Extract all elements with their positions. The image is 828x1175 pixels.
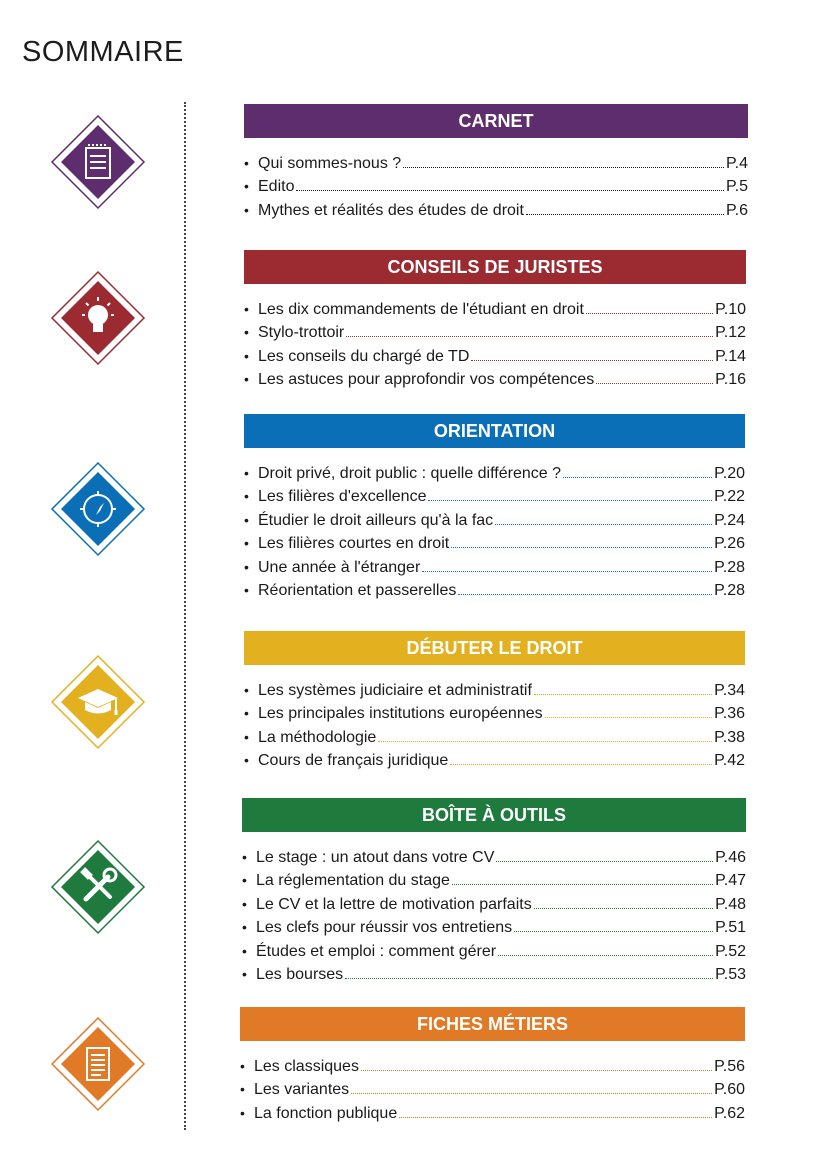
- bullet: •: [244, 682, 249, 698]
- toc-entry[interactable]: [244, 679, 745, 702]
- bullet: •: [244, 371, 249, 388]
- document-icon: [50, 1016, 146, 1112]
- entry-title: Les clefs pour réussir vos entretiens: [256, 919, 513, 937]
- entry-title: Réorientation et passerelles: [258, 581, 457, 599]
- page-ref: P.36: [714, 705, 745, 723]
- bullet: •: [244, 201, 249, 218]
- tools-icon: [50, 839, 146, 935]
- dot-leader: [346, 336, 713, 337]
- entry-title: Les conseils du chargé de TD: [258, 347, 470, 365]
- bullet: •: [242, 849, 247, 865]
- entry-title: Droit privé, droit public : quelle différence ?: [258, 465, 561, 482]
- dot-leader: [526, 214, 724, 215]
- lightbulb-icon: [50, 270, 146, 366]
- dot-leader: [296, 190, 724, 191]
- dot-leader: [351, 1093, 712, 1094]
- toc-entry[interactable]: [244, 298, 746, 321]
- page-ref: P.62: [714, 1104, 745, 1122]
- toc-entry[interactable]: [244, 749, 745, 772]
- section-orientation: [244, 414, 745, 602]
- entry-title: Qui sommes-nous ?: [258, 155, 402, 172]
- dot-leader: [378, 741, 712, 742]
- entry-title: Les systèmes judiciaire et administratif: [258, 682, 532, 699]
- dot-leader: [361, 1070, 712, 1071]
- dotted-divider: [184, 102, 186, 1130]
- bullet: •: [244, 465, 249, 481]
- page-ref: P.4: [726, 155, 748, 172]
- toc-entry[interactable]: [244, 199, 748, 222]
- dot-leader: [450, 764, 712, 765]
- entry-title: Les classiques: [254, 1058, 359, 1075]
- bullet: •: [242, 942, 247, 959]
- toc-entry[interactable]: [244, 556, 745, 579]
- bullet: •: [244, 178, 249, 195]
- bullet: •: [244, 301, 249, 317]
- dot-leader: [428, 500, 712, 501]
- bullet: •: [240, 1104, 245, 1121]
- dot-leader: [399, 1117, 712, 1118]
- entry-list: [244, 152, 748, 222]
- bullet: •: [244, 535, 249, 552]
- page-ref: P.51: [715, 919, 746, 937]
- dot-leader: [471, 360, 713, 361]
- section-header: FICHES MÉTIERS: [240, 1007, 745, 1041]
- dot-leader: [422, 571, 712, 572]
- compass-icon: [50, 461, 146, 557]
- page-ref: P.6: [726, 201, 748, 219]
- section-conseils-de-juristes: [244, 250, 746, 392]
- page-ref: P.12: [715, 324, 746, 342]
- dot-leader: [495, 524, 712, 525]
- entry-list: [244, 679, 745, 773]
- section-fiches-metiers: [240, 1007, 745, 1125]
- page-ref: P.5: [726, 178, 748, 196]
- entry-title: La méthodologie: [258, 728, 377, 746]
- toc-entry[interactable]: [244, 532, 745, 555]
- page-ref: P.28: [714, 581, 745, 599]
- entry-title: Les astuces pour approfondir vos compétences: [258, 371, 595, 389]
- entry-title: La réglementation du stage: [256, 872, 450, 890]
- page-ref: P.60: [714, 1081, 745, 1099]
- toc-entry[interactable]: [242, 963, 746, 986]
- page-ref: P.10: [715, 301, 746, 318]
- dot-leader: [563, 477, 712, 478]
- dot-leader: [545, 717, 713, 718]
- bullet: •: [244, 705, 249, 722]
- page-ref: P.47: [715, 872, 746, 890]
- bullet: •: [244, 155, 249, 171]
- toc-entry[interactable]: [244, 485, 745, 508]
- dot-leader: [345, 978, 713, 979]
- dot-leader: [596, 383, 713, 384]
- entry-title: Les dix commandements de l'étudiant en droit: [258, 301, 584, 318]
- entry-title: Les bourses: [256, 965, 344, 983]
- page-ref: P.26: [714, 535, 745, 553]
- toc-entry[interactable]: [240, 1102, 745, 1125]
- section-header: BOÎTE À OUTILS: [242, 798, 746, 832]
- section-header: DÉBUTER LE DROIT: [244, 631, 745, 665]
- toc-entry[interactable]: [244, 702, 745, 725]
- toc-entry[interactable]: [244, 368, 746, 391]
- entry-title: Les variantes: [254, 1081, 350, 1099]
- page-title: SOMMAIRE: [22, 36, 184, 68]
- bullet: •: [244, 558, 249, 575]
- page-ref: P.56: [714, 1058, 745, 1075]
- section-header: ORIENTATION: [244, 414, 745, 448]
- entry-title: Mythes et réalités des études de droit: [258, 201, 524, 219]
- page-ref: P.38: [714, 728, 745, 746]
- toc-entry[interactable]: [242, 916, 746, 939]
- entry-title: Stylo-trottoir: [258, 324, 345, 342]
- page-ref: P.24: [714, 511, 745, 529]
- page-ref: P.42: [714, 752, 745, 770]
- entry-list: [244, 298, 746, 392]
- entry-title: Les filières d'excellence: [258, 488, 427, 506]
- entry-title: La fonction publique: [254, 1104, 398, 1122]
- entry-title: Edito: [258, 178, 295, 196]
- dot-leader: [496, 861, 713, 862]
- bullet: •: [240, 1058, 245, 1074]
- entry-title: Cours de français juridique: [258, 752, 449, 770]
- toc-entry[interactable]: [240, 1078, 745, 1101]
- entry-title: Le stage : un atout dans votre CV: [256, 849, 495, 866]
- toc-entry[interactable]: [244, 462, 745, 485]
- bullet: •: [242, 965, 247, 982]
- page-ref: P.28: [714, 558, 745, 576]
- section-header: CONSEILS DE JURISTES: [244, 250, 746, 284]
- toc-entry[interactable]: [242, 869, 746, 892]
- page-ref: P.48: [715, 895, 746, 913]
- bullet: •: [244, 511, 249, 528]
- section-boite-a-outils: [242, 798, 746, 986]
- entry-list: [244, 462, 745, 602]
- bullet: •: [242, 895, 247, 912]
- page-ref: P.14: [715, 347, 746, 365]
- entry-title: Étudier le droit ailleurs qu'à la fac: [258, 511, 494, 529]
- toc-entry[interactable]: [244, 321, 746, 344]
- graduation-cap-icon: [50, 654, 146, 750]
- dot-leader: [403, 167, 724, 168]
- dot-leader: [514, 931, 713, 932]
- dot-leader: [458, 594, 712, 595]
- dot-leader: [534, 694, 712, 695]
- toc-entry[interactable]: [244, 175, 748, 198]
- section-header: CARNET: [244, 104, 748, 138]
- bullet: •: [244, 581, 249, 598]
- page-ref: P.34: [714, 682, 745, 699]
- toc-entry[interactable]: [240, 1055, 745, 1078]
- toc-entry[interactable]: [242, 893, 746, 916]
- toc-entry[interactable]: [242, 846, 746, 869]
- bullet: •: [244, 324, 249, 341]
- dot-leader: [498, 955, 713, 956]
- page-ref: P.22: [714, 488, 745, 506]
- entry-title: Une année à l'étranger: [258, 558, 421, 576]
- dot-leader: [534, 908, 713, 909]
- page-ref: P.52: [715, 942, 746, 960]
- entry-list: [242, 846, 746, 986]
- bullet: •: [242, 919, 247, 936]
- entry-title: Le CV et la lettre de motivation parfaits: [256, 895, 532, 913]
- toc-entry[interactable]: [244, 579, 745, 602]
- page-ref: P.16: [715, 371, 746, 389]
- entry-title: Les filières courtes en droit: [258, 535, 450, 553]
- page-ref: P.46: [715, 849, 746, 866]
- dot-leader: [451, 547, 712, 548]
- bullet: •: [244, 347, 249, 364]
- toc-entry[interactable]: [244, 509, 745, 532]
- entry-title: Les principales institutions européennes: [258, 705, 543, 723]
- dot-leader: [452, 884, 713, 885]
- entry-list: [240, 1055, 745, 1125]
- toc-entry[interactable]: [242, 940, 746, 963]
- page-ref: P.53: [715, 965, 746, 983]
- dot-leader: [586, 313, 713, 314]
- page-ref: P.20: [714, 465, 745, 482]
- bullet: •: [244, 728, 249, 745]
- section-carnet: [244, 104, 748, 222]
- toc-entry[interactable]: [244, 345, 746, 368]
- section-debuter-le-droit: [244, 631, 745, 773]
- bullet: •: [244, 488, 249, 505]
- notepad-icon: [50, 114, 146, 210]
- toc-entry[interactable]: [244, 152, 748, 175]
- bullet: •: [240, 1081, 245, 1098]
- bullet: •: [242, 872, 247, 889]
- toc-entry[interactable]: [244, 726, 745, 749]
- bullet: •: [244, 752, 249, 769]
- entry-title: Études et emploi : comment gérer: [256, 942, 497, 960]
